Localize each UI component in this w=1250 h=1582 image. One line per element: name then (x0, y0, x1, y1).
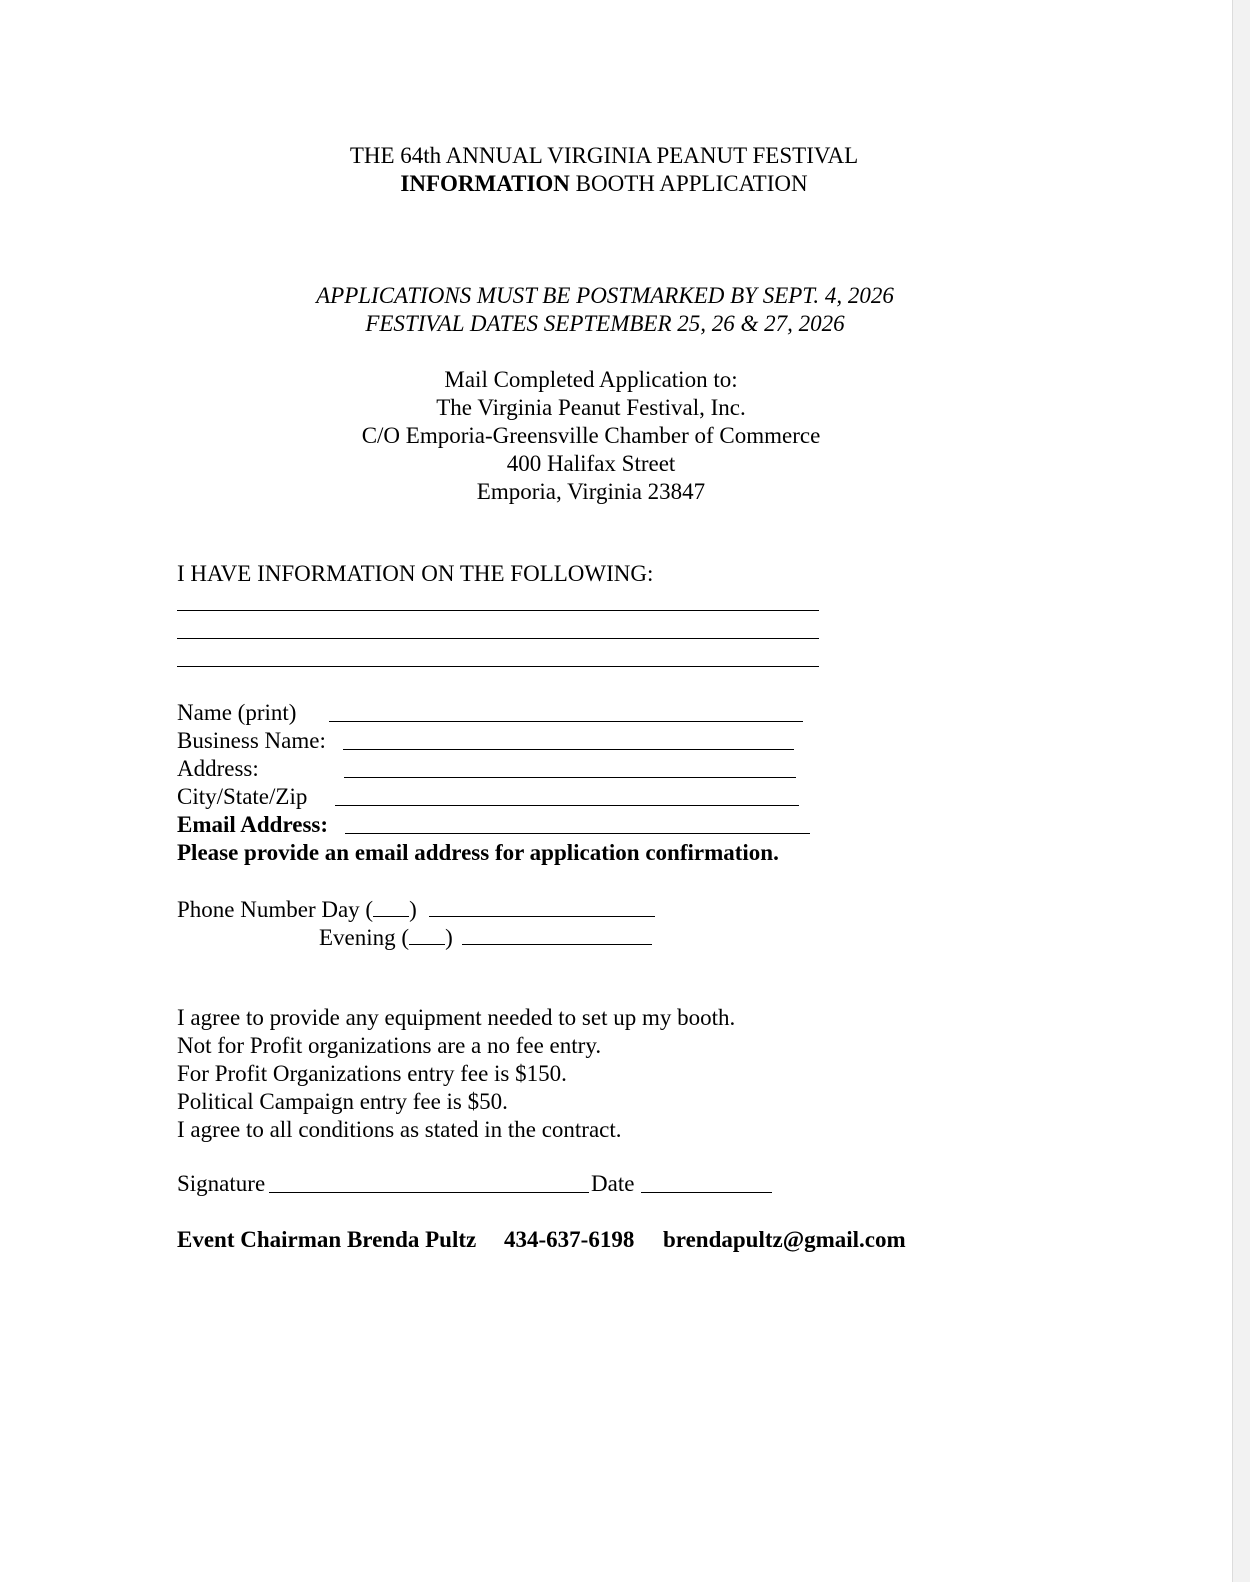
document-title (0, 142, 1208, 198)
title-line-2 (0, 170, 1208, 198)
signature-field[interactable] (269, 1192, 589, 1193)
term-political: Political Campaign entry fee is $50. (177, 1089, 508, 1114)
contact-phone: 434-637-6198 (504, 1227, 635, 1252)
date-label: Date (591, 1171, 635, 1196)
information-line-3[interactable] (177, 666, 819, 667)
email-field[interactable] (345, 833, 810, 834)
address-field[interactable] (344, 777, 796, 778)
name-field[interactable] (329, 721, 803, 722)
email-label: Email Address: (177, 812, 329, 837)
phone-day-label: Phone Number Day ( (177, 897, 374, 922)
address-label: Address: (177, 756, 259, 781)
phone-day-paren-close: ) (409, 897, 417, 922)
information-heading: I HAVE INFORMATION ON THE FOLLOWING: (177, 561, 654, 586)
mailing-line-3: 400 Halifax Street (506, 451, 676, 476)
business-name-field[interactable] (343, 749, 794, 750)
mailing-line-4: Emporia, Virginia 23847 (476, 479, 706, 504)
term-nonprofit: Not for Profit organizations are a no fee entry. (177, 1033, 602, 1058)
mailing-line-2: C/O Emporia-Greensville Chamber of Commerce (361, 423, 821, 448)
phone-evening-label: Evening ( (319, 925, 410, 950)
phone-day-area-code-field[interactable] (373, 894, 409, 917)
phone-evening-row (319, 922, 453, 952)
date-field[interactable] (641, 1192, 772, 1193)
term-equipment: I agree to provide any equipment needed to set up my booth. (177, 1005, 736, 1030)
title-line-2-bold: INFORMATION (400, 171, 570, 196)
signature-label: Signature (177, 1171, 266, 1196)
term-for-profit: For Profit Organizations entry fee is $150. (177, 1061, 567, 1086)
city-state-zip-label: City/State/Zip (177, 784, 308, 809)
city-state-zip-field[interactable] (335, 805, 799, 806)
festival-dates: FESTIVAL DATES SEPTEMBER 25, 26 & 27, 2026 (365, 311, 845, 336)
postmark-deadline: APPLICATIONS MUST BE POSTMARKED BY SEPT. 4, 2026 (316, 283, 894, 308)
information-line-1[interactable] (177, 610, 819, 611)
contact-chairman: Event Chairman Brenda Pultz (177, 1227, 477, 1252)
title-line-2-rest: BOOTH APPLICATION (569, 171, 808, 196)
phone-day-field[interactable] (429, 916, 655, 917)
mailing-line-1: The Virginia Peanut Festival, Inc. (436, 395, 746, 420)
phone-evening-field[interactable] (462, 944, 652, 945)
deadline-block (0, 282, 1210, 338)
mailing-address (0, 366, 1182, 506)
contact-email: brendapultz@gmail.com (663, 1227, 906, 1252)
title-line-1: THE 64th ANNUAL VIRGINIA PEANUT FESTIVAL (349, 143, 859, 168)
phone-evening-area-code-field[interactable] (409, 922, 445, 945)
information-line-2[interactable] (177, 638, 819, 639)
email-note: Please provide an email address for application confirmation. (177, 840, 779, 865)
terms-block (177, 1004, 735, 1144)
name-label: Name (print) (177, 700, 297, 725)
mailing-intro: Mail Completed Application to: (444, 367, 738, 392)
business-name-label: Business Name: (177, 728, 326, 753)
phone-evening-paren-close: ) (445, 925, 453, 950)
term-conditions: I agree to all conditions as stated in the contract. (177, 1117, 622, 1142)
phone-day-row (177, 894, 417, 924)
